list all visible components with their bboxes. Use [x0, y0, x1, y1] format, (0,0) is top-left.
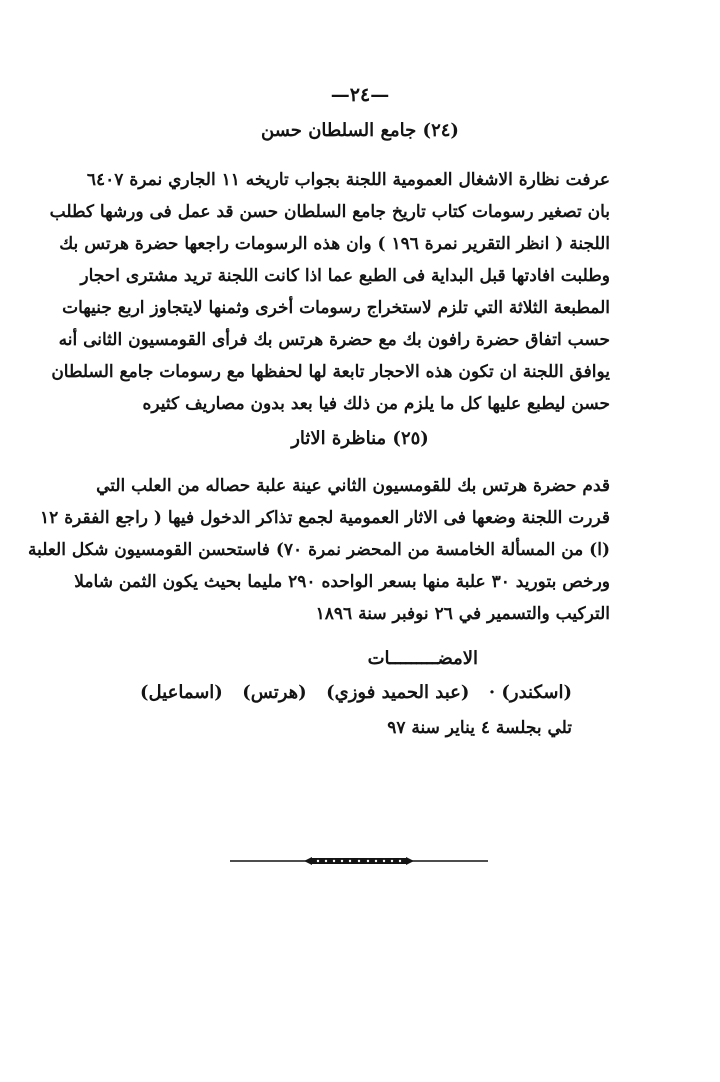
body-line: ورخص بتوريد ٣٠ علبة منها بسعر الواحده ٢٩٠ مليما بحيث يكون الثمن شاملا	[74, 572, 610, 592]
divider-right-point	[406, 857, 414, 865]
divider-left-point	[304, 857, 312, 865]
signature-name: (اسماعيل)	[140, 682, 223, 703]
body-line: التركيب والتسمير في ٢٦ نوفبر سنة ١٨٩٦	[315, 604, 610, 624]
signatures-heading: الامضـــــــــات	[367, 648, 478, 669]
body-line: (ا) من المسألة الخامسة من المحضر نمرة ٧٠) فاستحسن القومسيون شكل العلبة	[27, 540, 610, 560]
page-number: —٢٤—	[330, 84, 390, 106]
body-line: المطبعة الثلاثة التي تلزم لاستخراج رسومات أخرى وثمنها لايتجاوز اربع جنيهات	[62, 298, 610, 318]
body-line: قررت اللجنة وضعها فى الاثار العمومية لجمع تذاكر الدخول فيها ( راجع الفقرة ١٢	[40, 508, 610, 528]
session-note: تلي بجلسة ٤ يناير سنة ٩٧	[387, 718, 572, 738]
body-line: اللجنة ( انظر التقرير نمرة ١٩٦ ) وان هذه الرسومات راجعها حضرة هرتس بك	[59, 234, 610, 254]
body-line: وطلبت افادتها قبل البداية فى الطبع عما اذا كانت اللجنة تريد مشترى احجار	[80, 266, 610, 286]
body-line: يوافق اللجنة ان تكون هذه الاحجار تابعة لها لحفظها مع رسومات جامع السلطان	[51, 362, 610, 382]
body-line: عرفت نظارة الاشغال العمومية اللجنة بجواب تاريخه ١١ الجاري نمرة ٦٤٠٧	[86, 170, 610, 190]
signature-name: (اسكندر) ·	[488, 682, 572, 703]
body-line: حسب اتفاق حضرة رافون بك مع حضرة هرتس بك فرأى القومسيون الثانى أنه	[58, 330, 610, 350]
body-line: حسن ليطبع عليها كل ما يلزم من ذلك فيا بعد بدون مصاريف كثيره	[142, 394, 610, 414]
ornament-divider	[230, 854, 488, 868]
signature-name: (عبد الحميد فوزي)	[326, 682, 470, 703]
body-line: قدم حضرة هرتس بك للقومسيون الثاني عينة علبة حصاله من العلب التي	[96, 476, 610, 496]
signature-name: (هرتس)	[242, 682, 307, 703]
signatures-row	[140, 682, 572, 703]
section-24-heading: (٢٤) جامع السلطان حسن	[261, 120, 459, 141]
section-25-body	[27, 470, 610, 630]
section-24-body	[49, 164, 610, 420]
section-25-heading: (٢٥) مناظرة الاثار	[291, 428, 429, 449]
body-line: بان تصغير رسومات كتاب تاريخ جامع السلطان حسن قد عمل فى ورشها كطلب	[49, 202, 610, 222]
